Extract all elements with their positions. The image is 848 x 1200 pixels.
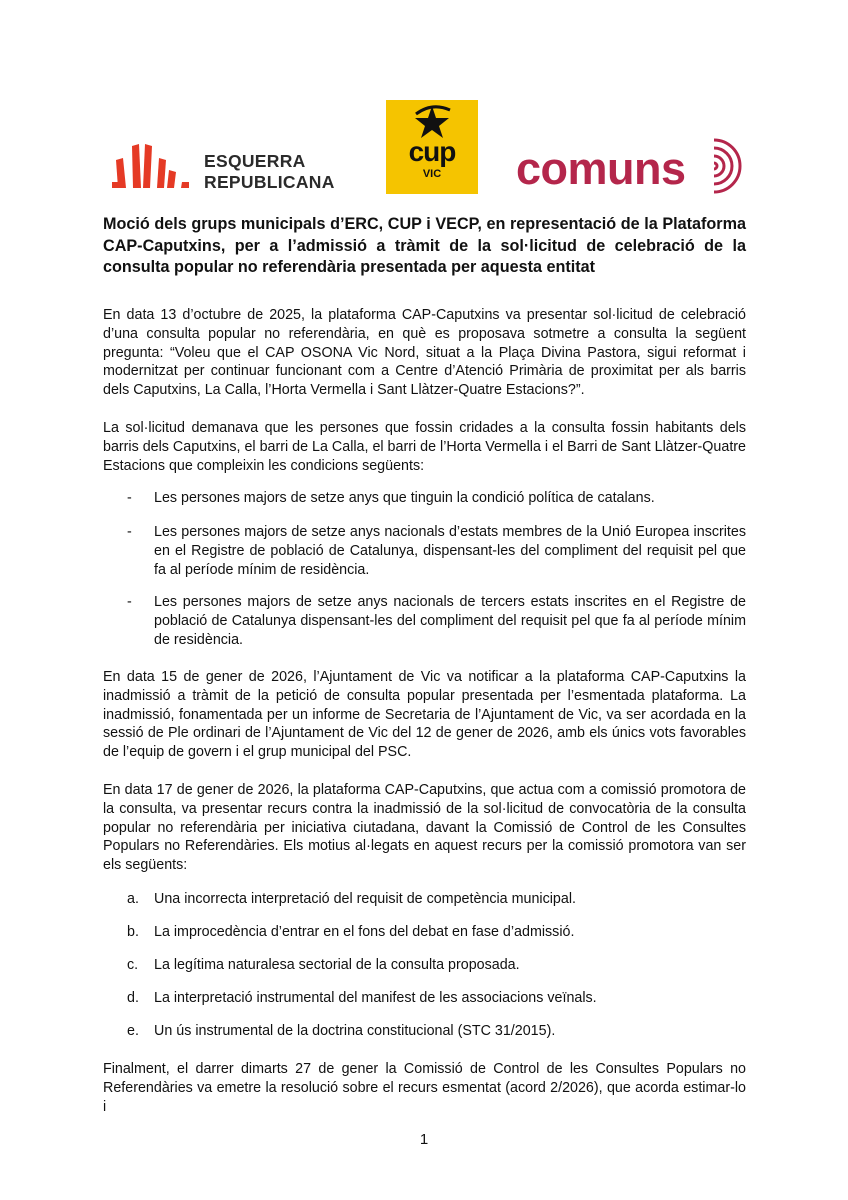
paragraph-2: La sol·licitud demanava que les persones que fossin cridades a la consulta fossin habitants dels barris dels Caputxins, el barri de La Calla, el barri de l’Horta Vermella i el Barri de Sant Llàtzer-Quatre Estacions que compleixin les condicions següents: [103, 420, 746, 474]
list-marker: d. [127, 990, 139, 1006]
list-text: La interpretació instrumental del manifest de les associacions veïnals. [154, 990, 597, 1006]
list-text: Una incorrecta interpretació del requisit de competència municipal. [154, 891, 576, 907]
list-marker: a. [127, 891, 139, 907]
list-text: Les persones majors de setze anys que tinguin la condició política de catalans. [154, 490, 655, 506]
list-marker: e. [127, 1023, 139, 1039]
motion-title: Moció dels grups municipals d’ERC, CUP i VECP, en representació de la Plataforma CAP-Caputxins, per a l’admissió a tràmit de la sol·licitud de celebració de la consulta popular no referendària presentada per aquesta entitat [103, 215, 746, 276]
list-marker: c. [127, 957, 139, 973]
list-text: Les persones majors de setze anys nacionals de tercers estats inscrites en el Registre de població de Catalunya dispensant-les del compliment del requisit pel que fa al període mínim de residència. [154, 594, 746, 648]
list-text: Un ús instrumental de la doctrina constitucional (STC 31/2015). [154, 1023, 556, 1039]
page-number: 1 [419, 1131, 429, 1148]
paragraph-4: En data 17 de gener de 2026, la plataforma CAP-Caputxins, que actua com a comissió promotora de la consulta, va presentar recurs contra la inadmissió de la sol·licitud de convocatòria de la consulta popular no referendària per iniciativa ciutadana, davant la Comissió de Control de les Consultes Populars no Referendàries. Els motius al·legats en aquest recurs per la comissió promotora van ser els següents: [103, 782, 746, 874]
cup-star-icon [386, 100, 478, 140]
list-text: La improcedència d’entrar en el fons del debat en fase d’admissió. [154, 924, 575, 940]
cup-logo [386, 100, 478, 194]
erc-line1: ESQUERRA [204, 151, 306, 171]
comuns-arcs-icon [708, 136, 744, 196]
paragraph-5: Finalment, el darrer dimarts 27 de gener la Comissió de Control de les Consultes Populars no Referendàries va emetre la resolució sobre el recurs esmentat (acord 2/2026), que acorda estimar-lo i [103, 1061, 746, 1115]
erc-wordmark [204, 151, 335, 193]
list-marker: - [127, 594, 132, 610]
list-text: La legítima naturalesa sectorial de la consulta proposada. [154, 957, 520, 973]
list-marker: - [127, 490, 132, 506]
erc-logo [112, 144, 342, 192]
erc-line2: REPUBLICANA [204, 172, 335, 192]
list-marker: - [127, 524, 132, 540]
list-marker: b. [127, 924, 139, 940]
paragraph-1: En data 13 d’octubre de 2025, la plataforma CAP-Caputxins va presentar sol·licitud de celebració d’una consulta popular no referendària, en què es proposava sotmetre a consulta la següent pregunta: “Voleu que el CAP OSONA Vic Nord, situat a la Plaça Divina Pastora, sigui reformat i modernitzat per continuar funcionant com a Centre d’Atenció Primària de proximitat per als barris dels Caputxins, La Calla, l’Horta Vermella i Sant Llàtzer-Quatre Estacions?”. [103, 307, 746, 399]
list-text: Les persones majors de setze anys nacionals d’estats membres de la Unió Europea inscrites en el Registre de població de Catalunya, dispensant-les del compliment del requisit pel que fa al període mínim de residència. [154, 524, 746, 578]
erc-bars-icon [112, 144, 190, 188]
header-logos [0, 100, 848, 200]
cup-subtitle: VIC [422, 168, 442, 180]
cup-wordmark: cup [408, 136, 456, 167]
paragraph-3: En data 15 de gener de 2026, l’Ajuntament de Vic va notificar a la plataforma CAP-Caputxins la inadmissió a tràmit de la petició de consulta popular presentada per l’esmentada plataforma. La inadmissió, fonamentada per un informe de Secretaria de l’Ajuntament de Vic, va ser acordada en la sessió de Ple ordinari de l’Ajuntament de Vic del 12 de gener de 2026, amb els únics vots favorables de l’equip de govern i el grup municipal del PSC. [103, 669, 746, 761]
comuns-wordmark: comuns [516, 143, 686, 194]
comuns-logo [516, 136, 744, 196]
